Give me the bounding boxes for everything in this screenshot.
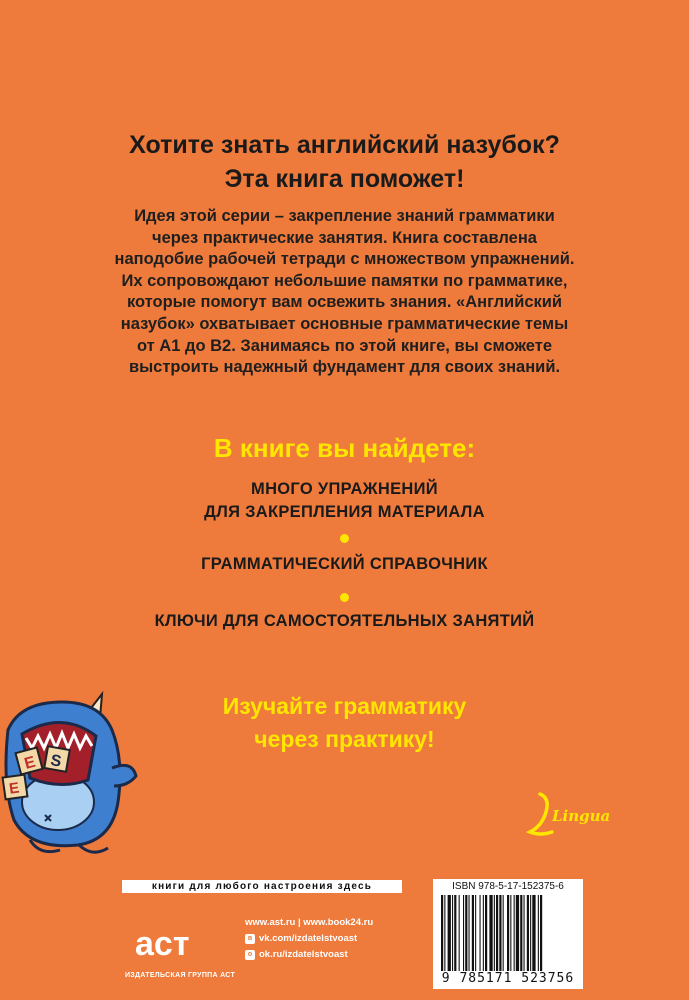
vk-contact [245,931,373,947]
ok-icon: o [245,950,255,960]
publisher-logo-text: аст [135,925,190,963]
intro-line: от А1 до В2. Занимаясь по этой книге, вы сможете [136,336,553,355]
headline [0,128,689,196]
feature-line: ГРАММАТИЧЕСКИЙ СПРАВОЧНИК [201,555,488,573]
publisher-contacts [245,915,373,963]
intro-paragraph [0,206,689,379]
vk-link-text: vk.com/izdatelstvoast [259,933,358,944]
feature-item [0,610,689,633]
intro-line: выстроить надежный фундамент для своих знаний. [128,358,561,377]
ok-contact [245,947,373,963]
headline-line: Эта книга поможет! [224,165,465,193]
barcode-icon [439,895,577,971]
cta-line: через практику! [254,726,435,752]
intro-line: наподобие рабочей тетради с множеством упражнений. [114,250,575,269]
monster-illustration [0,690,160,860]
intro-line: которые помогут вам освежить знания. «Английский [126,293,563,312]
feature-item [0,478,689,524]
barcode-digits: 9 785171 523756 [441,971,575,986]
publisher-tagline: книги для любого настроения здесь [122,880,402,893]
cta-line: Изучайте грамматику [222,693,467,719]
feature-line: КЛЮЧИ ДЛЯ САМОСТОЯТЕЛЬНЫХ ЗАНЯТИЙ [154,612,535,630]
feature-line: МНОГО УПРАЖНЕНИЙ [251,480,438,498]
websites [245,915,373,931]
vk-icon: в [245,934,255,944]
svg-text:E: E [22,753,38,773]
svg-text:S: S [49,752,63,771]
features-heading: В книге вы найдете: [213,433,476,463]
ok-link-text: ok.ru/izdatelstvoast [259,949,348,960]
ast-publisher-logo [133,915,208,967]
headline-line: Хотите знать английский назубок? [129,131,560,159]
websites-text: www.ast.ru | www.book24.ru [245,917,374,928]
intro-line: Их сопровождают небольшие памятки по грамматике, [121,271,568,290]
bullet-dot [340,593,349,602]
isbn-number: ISBN 978-5-17-152375-6 [452,881,564,892]
intro-line: через практические занятия. Книга составлена [152,228,537,247]
publisher-caption: ИЗДАТЕЛЬСКАЯ ГРУППА АСТ [124,972,236,979]
bullet-dot [340,534,349,543]
intro-line: назубок» охватывает основные грамматические темы [120,314,569,333]
intro-line: Идея этой серии – закрепление знаний грамматики [134,207,555,225]
feature-item [0,553,689,576]
series-logo-text: Lingua [552,807,611,825]
feature-line: ДЛЯ ЗАКРЕПЛЕНИЯ МАТЕРИАЛА [204,503,485,521]
isbn-barcode-box [433,879,583,989]
svg-text:E: E [8,779,21,798]
